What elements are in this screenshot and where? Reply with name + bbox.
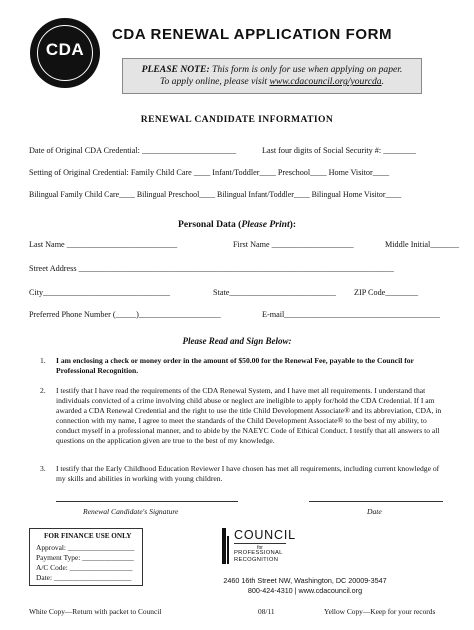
council-sub2: RECOGNITION xyxy=(234,557,279,563)
personal-title-prefix: Personal Data ( xyxy=(177,219,242,230)
note-url-link[interactable]: www.cdacouncil.org/yourcda xyxy=(269,76,382,87)
signature-line[interactable] xyxy=(56,501,238,502)
item-1-text: I am enclosing a check or money order in the amount of $50.00 for the Renewal Fee, payable to the Council for Professional Recognition. xyxy=(56,356,414,375)
finance-date-field[interactable]: Date: _____________________ xyxy=(36,573,132,582)
ac-code-field[interactable]: A/C Code: _________________ xyxy=(36,563,133,572)
council-logo-bar xyxy=(220,526,232,566)
finance-title: FOR FINANCE USE ONLY xyxy=(44,532,132,540)
date-original-field[interactable]: Date of Original CDA Credential: _______________________ xyxy=(29,146,237,155)
sign-section-title: Please Read and Sign Below: xyxy=(182,336,292,346)
item-1-number: 1. xyxy=(40,356,46,365)
footer-center: 08/11 xyxy=(258,607,275,616)
bilingual-field[interactable]: Bilingual Family Child Care____ Bilingual Preschool____ Bilingual Infant/Toddler____ Bilingual Home Visitor____ xyxy=(29,190,402,199)
item-2-number: 2. xyxy=(40,386,46,395)
council-name: COUNCIL xyxy=(234,528,296,542)
candidate-section-title: RENEWAL CANDIDATE INFORMATION xyxy=(140,114,334,125)
item-3-number: 3. xyxy=(40,464,46,473)
ssn-field[interactable]: Last four digits of Social Security #: ________ xyxy=(262,146,416,155)
form-title: CDA RENEWAL APPLICATION FORM xyxy=(112,26,393,43)
middle-initial-field[interactable]: Middle Initial_______ xyxy=(385,240,459,249)
setting-field[interactable]: Setting of Original Credential: Family Child Care ____ Infant/Toddler____ Preschool____ Home Visitor____ xyxy=(29,168,390,177)
footer-right: Yellow Copy—Keep for your records xyxy=(324,607,436,616)
item-3-text: I testify that the Early Childhood Education Reviewer I have chosen has met all requirements, including current knowledge of my skills and abilities in working with young children. xyxy=(56,464,440,483)
email-field[interactable]: E-mail______________________________________ xyxy=(262,310,440,319)
note-line2-prefix: To apply online, please visit xyxy=(160,76,270,87)
signature-label: Renewal Candidate's Signature xyxy=(83,507,179,516)
note-line2-suffix: . xyxy=(381,76,384,87)
state-field[interactable]: State__________________________ xyxy=(213,288,336,297)
first-name-field[interactable]: First Name ____________________ xyxy=(233,240,354,249)
council-for: for xyxy=(234,543,286,551)
personal-title-italic: Please Print xyxy=(241,219,290,230)
council-address: 2460 16th Street NW, Washington, DC 20009-3547 xyxy=(223,576,387,585)
last-name-field[interactable]: Last Name ___________________________ xyxy=(29,240,178,249)
note-bold: PLEASE NOTE: xyxy=(141,64,210,75)
date-label: Date xyxy=(367,507,382,516)
date-line[interactable] xyxy=(309,501,443,502)
phone-field[interactable]: Preferred Phone Number (_____)____________________ xyxy=(29,310,221,319)
personal-title-suffix: ): xyxy=(289,219,297,230)
cda-logo xyxy=(30,18,100,88)
approval-field[interactable]: Approval: __________________ xyxy=(36,543,135,552)
council-contact: 800-424-4310 | www.cdacouncil.org xyxy=(247,586,363,595)
cda-logo-text: CDA xyxy=(45,40,85,59)
zip-field[interactable]: ZIP Code________ xyxy=(354,288,419,297)
payment-type-field[interactable]: Payment Type: ______________ xyxy=(36,553,134,562)
street-field[interactable]: Street Address _____________________________________________________________________________ xyxy=(29,264,394,273)
personal-section-title xyxy=(0,219,474,230)
footer-left: White Copy—Return with packet to Council xyxy=(29,607,162,616)
council-sub1: PROFESSIONAL xyxy=(234,550,283,556)
item-2-text: I testify that I have read the requirements of the CDA Renewal System, and I have met all requirements. I understand that individuals convicted of a crime involving child abuse or neglect are ineligible to apply for/hold the CDA Credential. If I am awarded a CDA Renewal Credential and the right to use the title Child Development Associate® and its abbreviation, CDA, in connection with my name, I agree to meet the standards of the Child Development Associate® to the best of my ability, to conduct myself in a professional manner, and to abide by the NAEYC Code of Ethical Conduct. I testify that all answers to all questions on the application given are true to the best of my knowledge. xyxy=(56,386,442,445)
note-box xyxy=(122,58,422,94)
city-field[interactable]: City_______________________________ xyxy=(29,288,171,297)
note-line1: This form is only for use when applying on paper. xyxy=(209,64,403,75)
